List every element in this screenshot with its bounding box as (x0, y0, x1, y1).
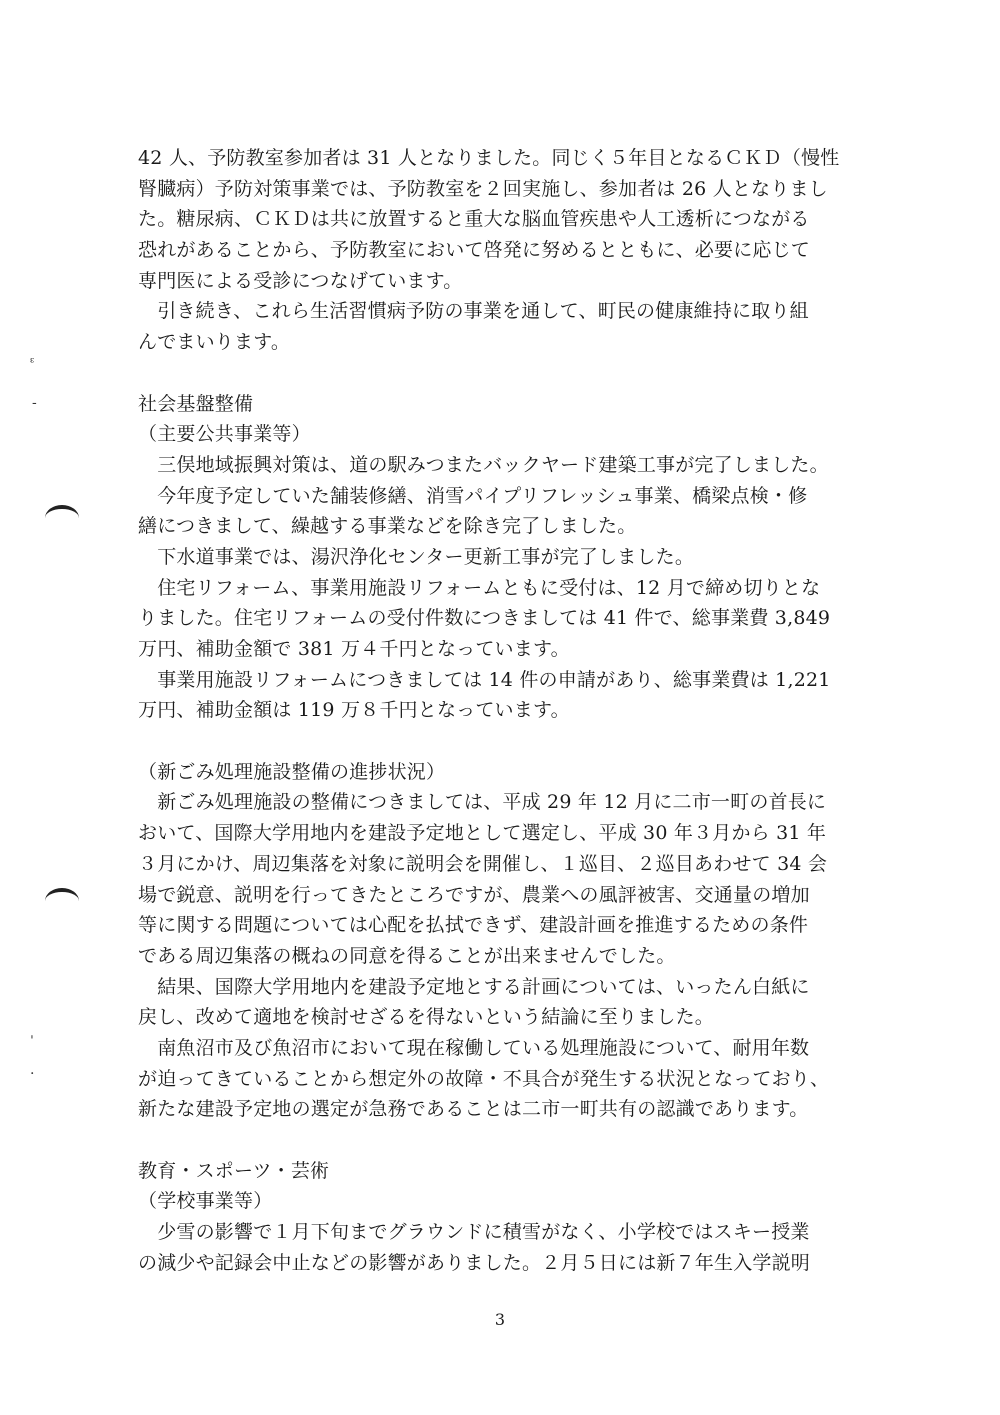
section-heading-education: 教育・スポーツ・芸術 (138, 1159, 330, 1182)
text-line: 42 人、予防教室参加者は 31 人となりました。同じく５年目となるＣＫＤ（慢性 (138, 147, 840, 169)
text-line: 繕につきまして、繰越する事業などを除き完了しました。 (138, 515, 637, 538)
text-line: ３月にかけ、周辺集落を対象に説明会を開催し、１巡目、２巡目あわせて 34 会 (138, 852, 828, 875)
scan-mark: ᵋ (30, 355, 35, 371)
subheading-waste-facility: （新ごみ処理施設整備の進捗状況） (138, 760, 446, 783)
text-line: 新ごみ処理施設の整備につきましては、平成 29 年 12 月に二市一町の首長に (138, 791, 827, 814)
text-line: 恐れがあることから、予防教室において啓発に努めるとともに、必要に応じて (138, 239, 811, 262)
text-line: 住宅リフォーム、事業用施設リフォームともに受付は、12 月で締め切りとな (138, 576, 821, 599)
section-heading-infrastructure: 社会基盤整備 (138, 392, 254, 415)
text-line: 三俣地域振興対策は、道の駅みつまたバックヤード建築工事が完了しました。 (138, 453, 829, 476)
text-line: おいて、国際大学用地内を建設予定地として選定し、平成 30 年３月から 31 年 (138, 822, 827, 845)
text-line: 等に関する問題については心配を払拭できず、建設計画を推進するための条件 (138, 914, 809, 937)
scan-mark: . (30, 1062, 35, 1078)
text-line: 場で鋭意、説明を行ってきたところですが、農業への風評被害、交通量の増加 (138, 883, 810, 906)
punch-hole-mark (45, 888, 79, 914)
punch-hole-mark (45, 505, 79, 531)
text-line: が迫ってきていることから想定外の故障・不具合が発生する状況となっており、 (138, 1067, 830, 1090)
text-line: である周辺集落の概ねの同意を得ることが出来ませんでした。 (138, 944, 676, 967)
text-line: 今年度予定していた舗装修繕、消雪パイプリフレッシュ事業、橋梁点検・修 (138, 484, 808, 507)
text-line: 下水道事業では、湯沢浄化センター更新工事が完了しました。 (138, 545, 695, 568)
text-line: 結果、国際大学用地内を建設予定地とする計画については、いったん白紙に (138, 975, 810, 998)
text-line: 南魚沼市及び魚沼市において現在稼働している処理施設について、耐用年数 (138, 1036, 810, 1059)
text-line: た。糖尿病、ＣＫＤは共に放置すると重大な脳血管疾患や人工透析につながる (138, 208, 810, 231)
subheading-public-works: （主要公共事業等） (138, 423, 311, 446)
text-line: の減少や記録会中止などの影響がありました。２月５日には新７年生入学説明 (138, 1251, 811, 1274)
body-text (138, 143, 860, 1278)
text-line: んでまいります。 (138, 331, 291, 354)
page-number: 3 (494, 1310, 506, 1329)
subheading-school: （学校事業等） (138, 1190, 273, 1213)
scan-mark: ˌ (30, 1025, 34, 1041)
text-line: 専門医による受診につなげています。 (138, 269, 463, 292)
text-line: 万円、補助金額は 119 万８千円となっています。 (138, 699, 570, 722)
text-line: 引き続き、これら生活習慣病予防の事業を通して、町民の健康維持に取り組 (138, 300, 809, 323)
text-line: 事業用施設リフォームにつきましては 14 件の申請があり、総事業費は 1,221 (138, 668, 831, 691)
scan-mark: - (32, 395, 37, 411)
text-line: りました。住宅リフォームの受付件数につきましては 41 件で、総事業費 3,849 (138, 607, 831, 630)
text-line: 腎臓病）予防対策事業では、予防教室を２回実施し、参加者は 26 人となりまし (138, 177, 828, 200)
text-line: 新たな建設予定地の選定が急務であることは二市一町共有の認識であります。 (138, 1098, 809, 1121)
text-line: 万円、補助金額で 381 万４千円となっています。 (138, 638, 570, 660)
text-line: 少雪の影響で１月下旬までグラウンドに積雪がなく、小学校ではスキー授業 (138, 1221, 810, 1244)
text-line: 戻し、改めて適地を検討せざるを得ないという結論に至りました。 (138, 1006, 715, 1029)
